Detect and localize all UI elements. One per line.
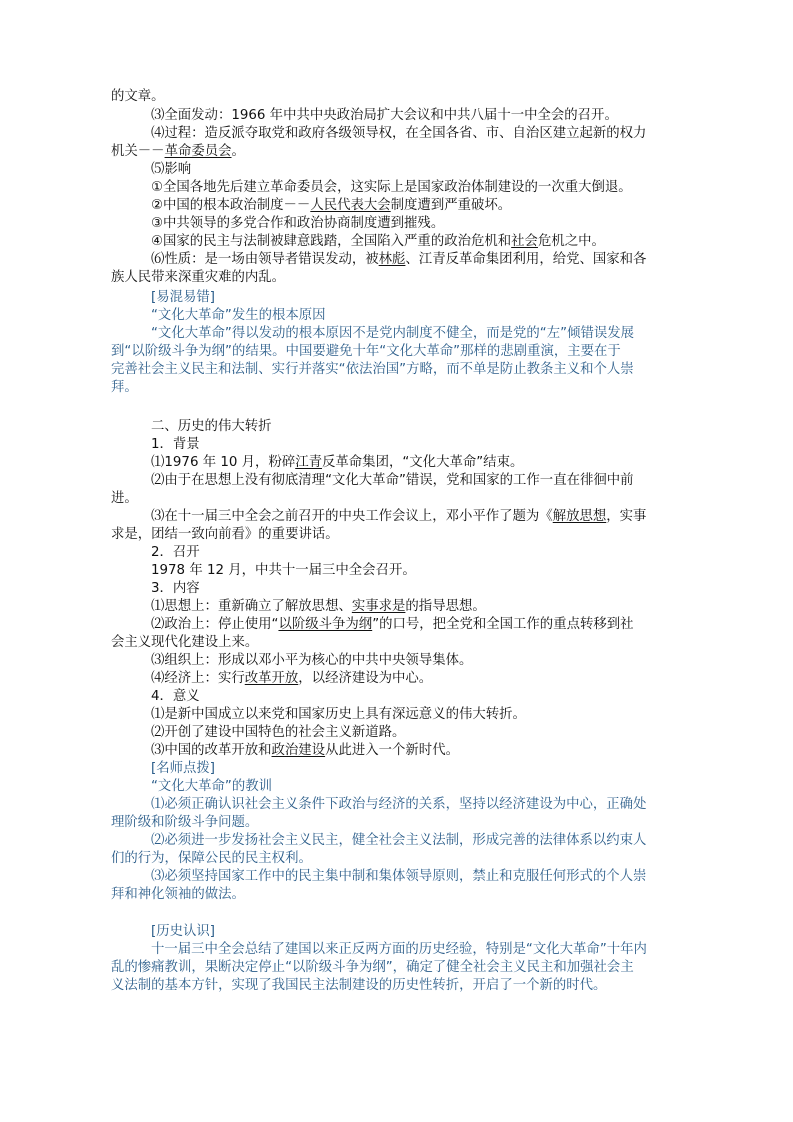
text-line: 会主义现代化建设上来。 (111, 635, 259, 650)
underlined-term: 实事求是 (351, 599, 406, 614)
text-line: 到“以阶级斗争为纲”的结果。中国要避免十年“文化大革命”那样的悲剧重演，主要在于 (111, 344, 621, 359)
text-line: 1978 年 12 月，中共十一届三中全会召开。 (151, 563, 416, 578)
text-line: ⑴1976 年 10 月，粉碎江青反革命集团，“文化大革命”结束。 (151, 455, 524, 470)
text-line: ⑶全面发动：1966 年中共中央政治局扩大会议和中共八届十一中全会的召开。 (151, 108, 618, 123)
text-line: 2．召开 (151, 545, 200, 560)
text-line: 机关－－革命委员会。 (111, 144, 245, 159)
text-line: ⑶必须坚持国家工作中的民主集中制和集体领导原则，禁止和克服任何形式的个人崇 (151, 869, 647, 884)
text-line: ⑷过程：造反派夺取党和政府各级领导权，在全国各省、市、自治区建立起新的权力 (151, 126, 647, 141)
underlined-term: 社会 (511, 234, 538, 249)
text-line: 理阶级和阶级斗争问题。 (111, 815, 259, 830)
text-line: “文化大革命”发生的根本原因 (151, 308, 326, 323)
underlined-term: 改革开放 (244, 671, 299, 686)
text-line: 完善社会主义民主和法制、实行并落实“依法治国”方略，而不单是防止教条主义和个人崇 (111, 362, 634, 377)
text-line: 十一届三中全会总结了建国以来正反两方面的历史经验，特别是“文化大革命”十年内 (151, 942, 647, 957)
text-line: 1．背景 (151, 437, 200, 452)
text-line: ⑶组织上：形成以邓小平为核心的中共中央领导集体。 (151, 653, 473, 668)
text-line: “文化大革命”的教训 (151, 779, 272, 794)
text-line: ⑶中国的改革开放和政治建设从此进入一个新时代。 (151, 743, 459, 758)
text-line: ②中国的根本政治制度－－人民代表大会制度遭到严重破坏。 (151, 198, 512, 213)
text-line: ⑴是新中国成立以来党和国家历史上具有深远意义的伟大转折。 (151, 707, 526, 722)
text-line: 义法制的基本方针，实现了我国民主法制建设的历史性转折，开启了一个新的时代。 (111, 978, 607, 993)
text-line: 4．意义 (151, 689, 200, 704)
text-line: [易混易错] (151, 290, 216, 305)
text-line: ⑵政治上：停止使用“以阶级斗争为纲”的口号，把全党和全国工作的重点转移到社 (151, 617, 634, 632)
text-line: 3．内容 (151, 581, 200, 596)
text-line: 族人民带来深重灾难的内乱。 (111, 270, 286, 285)
text-line: [历史认识] (151, 924, 216, 939)
text-line: 求是，团结一致向前看》的重要讲话。 (111, 527, 339, 542)
text-line: [名师点拨] (151, 761, 216, 776)
text-line: 乱的惨痛教训，果断决定停止“以阶级斗争为纲”，确定了健全社会主义民主和加强社会主 (111, 960, 634, 975)
text-line: 们的行为，保障公民的民主权利。 (111, 851, 312, 866)
text-line: ⑸影响 (151, 162, 192, 177)
underlined-term: 解放思想 (552, 509, 607, 524)
underlined-term: 江青 (295, 455, 323, 470)
text-line: 进。 (111, 491, 138, 506)
text-line: ⑵开创了建设中国特色的社会主义新道路。 (151, 725, 406, 740)
text-line: 的文章。 (111, 89, 165, 104)
text-line: ③中共领导的多党合作和政治协商制度遭到摧残。 (151, 216, 445, 231)
text-line: 拜和神化领袖的做法。 (111, 887, 245, 902)
underlined-term: 革命委员会 (164, 144, 232, 159)
text-line: ④国家的民主与法制被肆意践踏，全国陷入严重的政治危机和社会危机之中。 (151, 234, 605, 249)
underlined-term: 以阶级斗争为纲 (278, 617, 373, 632)
text-line: ⑴思想上：重新确立了解放思想、实事求是的指导思想。 (151, 599, 486, 614)
underlined-term: 政治建设 (271, 743, 326, 758)
text-line: ⑴必须正确认识社会主义条件下政治与经济的关系，坚持以经济建设为中心，正确处 (151, 797, 647, 812)
text-line: “文化大革命”得以发动的根本原因不是党内制度不健全，而是党的“左”倾错误发展 (151, 326, 635, 341)
text-line: ①全国各地先后建立革命委员会，这实际上是国家政治体制建设的一次重大倒退。 (151, 180, 632, 195)
text-line: ⑵由于在思想上没有彻底清理“文化大革命”错误，党和国家的工作一直在徘徊中前 (151, 473, 634, 488)
text-line: ⑶在十一届三中全会之前召开的中央工作会议上，邓小平作了题为《解放思想，实事 (151, 509, 647, 524)
underlined-term: 林彪 (378, 252, 406, 267)
text-line: ⑵必须进一步发扬社会主义民主，健全社会主义法制，形成完善的法律体系以约束人 (151, 833, 647, 848)
text-line: ⑷经济上：实行改革开放，以经济建设为中心。 (151, 671, 433, 686)
text-line: 拜。 (111, 380, 138, 395)
text-line: 二、历史的伟大转折 (151, 419, 272, 434)
text-line: ⑹性质：是一场由领导者错误发动，被林彪、江青反革命集团利用，给党、国家和各 (151, 252, 647, 267)
underlined-term: 人民代表大会 (310, 198, 391, 213)
